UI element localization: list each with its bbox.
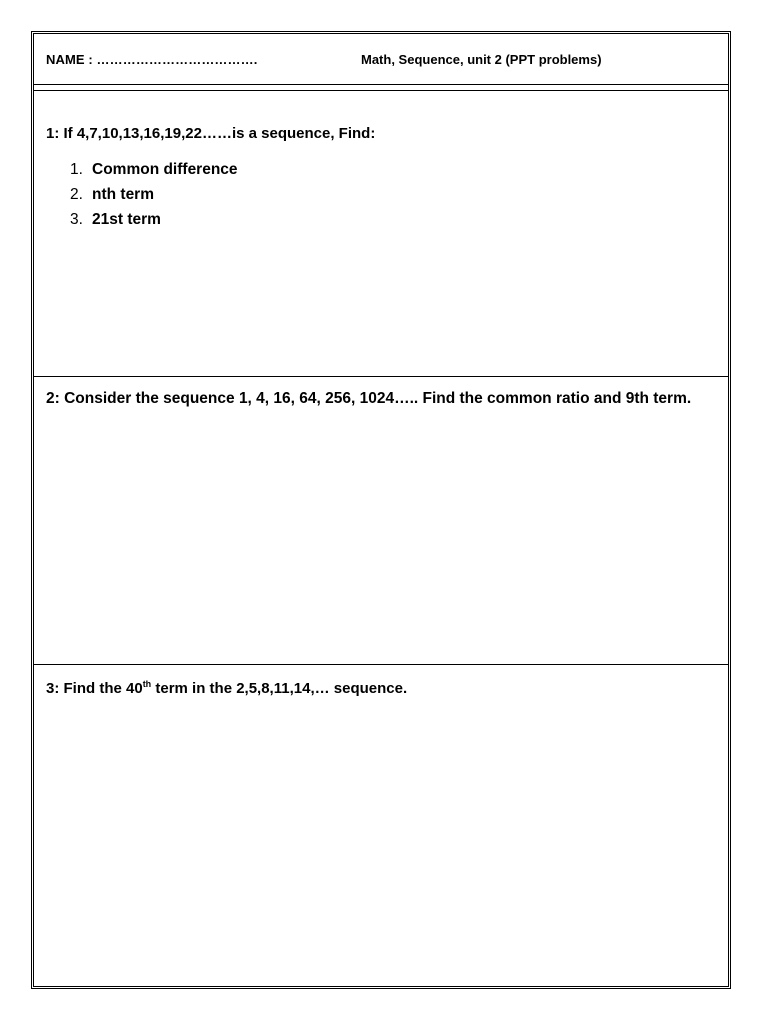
- question-2-text: 2: Consider the sequence 1, 4, 16, 64, 256, 1024….. Find the common ratio and 9th term.: [46, 390, 692, 407]
- question-1: [34, 122, 728, 232]
- worksheet-title: Math, Sequence, unit 2 (PPT problems): [361, 52, 602, 67]
- question-3-text-end: term in the 2,5,8,11,14,… sequence.: [151, 680, 408, 697]
- part-number: 1.: [70, 161, 83, 178]
- part-text: Common difference: [92, 161, 238, 178]
- list-item: [70, 182, 716, 207]
- name-field: NAME : ……………………………….: [46, 52, 258, 67]
- ordinal-suffix: th: [142, 679, 152, 689]
- list-item: [70, 207, 716, 232]
- part-text: 21st term: [92, 211, 161, 228]
- header-rule-top: [34, 84, 728, 85]
- worksheet: [31, 31, 731, 989]
- question-1-parts: [46, 157, 716, 232]
- question-3-text: [46, 677, 716, 700]
- part-text: nth term: [92, 186, 154, 203]
- question-2: [34, 387, 728, 410]
- question-3-text-start: 3: Find the 40: [46, 680, 143, 697]
- worksheet-header: [34, 34, 728, 88]
- question-3: [34, 677, 728, 700]
- part-number: 3.: [70, 211, 83, 228]
- header-rule-bottom: [34, 90, 728, 91]
- section-divider-2: [34, 664, 728, 665]
- section-divider-1: [34, 376, 728, 377]
- list-item: [70, 157, 716, 182]
- question-1-text: 1: If 4,7,10,13,16,19,22……is a sequence, Find:: [46, 125, 376, 142]
- part-number: 2.: [70, 186, 83, 203]
